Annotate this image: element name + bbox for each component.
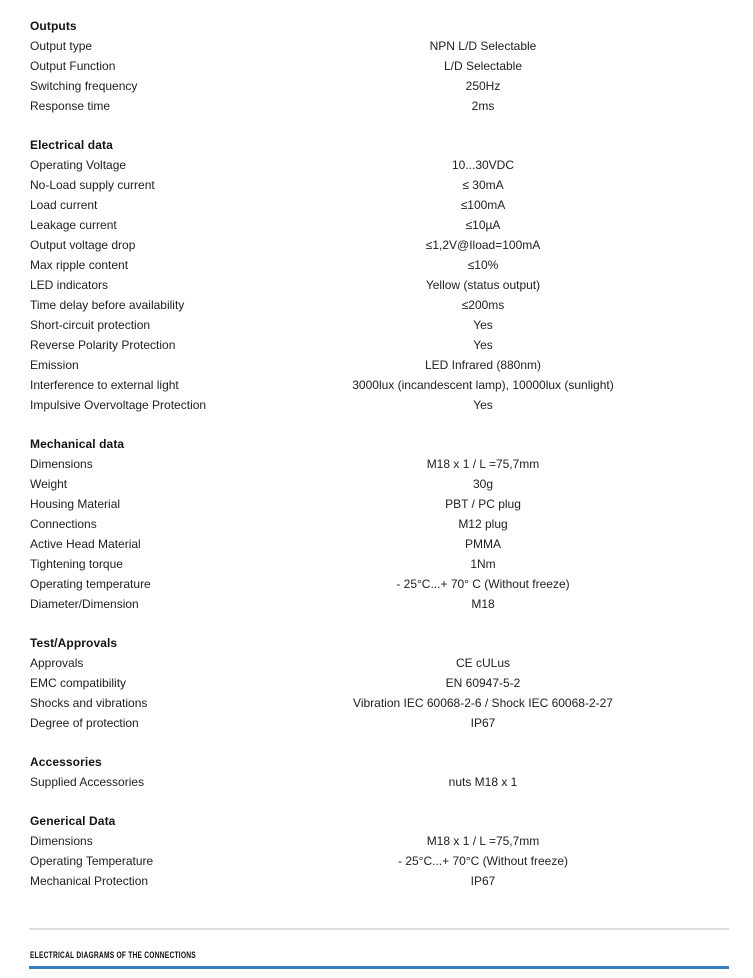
spec-section: [30, 16, 723, 116]
spec-value: 3000lux (incandescent lamp), 10000lux (sunlight): [352, 378, 614, 392]
spec-value: CE cULus: [455, 656, 511, 670]
spec-label: Housing Material: [30, 497, 121, 511]
spec-row: [30, 653, 723, 673]
spec-label: Response time: [30, 99, 111, 113]
spec-row: [30, 534, 723, 554]
spec-label: LED indicators: [30, 278, 109, 292]
spec-row: [30, 96, 723, 116]
spec-value: nuts M18 x 1: [448, 775, 518, 789]
spec-label: Operating Temperature: [30, 854, 154, 868]
spec-row: [30, 56, 723, 76]
spec-row: [30, 355, 723, 375]
spec-label: Impulsive Overvoltage Protection: [30, 398, 207, 412]
spec-label: Leakage current: [30, 218, 117, 232]
spec-value: 30g: [472, 477, 494, 491]
spec-value: 1Nm: [470, 557, 496, 571]
spec-value: 250Hz: [465, 79, 501, 93]
spec-row: [30, 255, 723, 275]
spec-value: M12 plug: [458, 517, 508, 531]
spec-row: [30, 375, 723, 395]
spec-section: [30, 434, 723, 614]
spec-value: M18 x 1 / L =75,7mm: [426, 834, 540, 848]
spec-label: Max ripple content: [30, 258, 129, 272]
spec-label: Operating temperature: [30, 577, 151, 591]
section-title: Test/Approvals: [30, 636, 118, 650]
spec-value: ≤100mA: [460, 198, 506, 212]
spec-section: [30, 811, 723, 891]
section-title: Outputs: [30, 19, 77, 33]
spec-label: Interference to external light: [30, 378, 179, 392]
spec-label: Weight: [30, 477, 68, 491]
spec-label: Switching frequency: [30, 79, 138, 93]
spec-row: [30, 175, 723, 195]
spec-row: [30, 474, 723, 494]
spec-value: 2ms: [471, 99, 495, 113]
spec-row: [30, 335, 723, 355]
spec-label: Mechanical Protection: [30, 874, 149, 888]
spec-section: [30, 135, 723, 415]
spec-value: ≤10µA: [465, 218, 501, 232]
spec-row: [30, 36, 723, 56]
spec-label: Supplied Accessories: [30, 775, 145, 789]
spec-row: [30, 295, 723, 315]
spec-value: ≤ 30mA: [462, 178, 504, 192]
spec-label: Approvals: [30, 656, 84, 670]
spec-sections: [30, 16, 723, 910]
spec-value: 10...30VDC: [451, 158, 515, 172]
spec-label: Active Head Material: [30, 537, 141, 551]
spec-row: [30, 871, 723, 891]
spec-row: [30, 554, 723, 574]
section-rows: [30, 155, 723, 415]
spec-value: ≤200ms: [461, 298, 505, 312]
spec-label: Output type: [30, 39, 93, 53]
spec-label: Reverse Polarity Protection: [30, 338, 176, 352]
spec-row: [30, 831, 723, 851]
section-divider: [29, 928, 729, 930]
spec-value: M18 x 1 / L =75,7mm: [426, 457, 540, 471]
spec-label: Load current: [30, 198, 98, 212]
section-rows: [30, 653, 723, 733]
spec-row: [30, 772, 723, 792]
spec-value: Yellow (status output): [425, 278, 541, 292]
spec-row: [30, 673, 723, 693]
spec-label: Short-circuit protection: [30, 318, 151, 332]
section-rows: [30, 831, 723, 891]
spec-value: - 25°C...+ 70°C (Without freeze): [398, 854, 568, 868]
spec-section: [30, 633, 723, 733]
spec-section: [30, 752, 723, 792]
spec-label: Dimensions: [30, 457, 93, 471]
spec-row: [30, 574, 723, 594]
section-rows: [30, 454, 723, 614]
spec-value: Yes: [473, 318, 493, 332]
spec-label: Time delay before availability: [30, 298, 185, 312]
spec-value: EN 60947-5-2: [445, 676, 521, 690]
spec-row: [30, 454, 723, 474]
spec-row: [30, 693, 723, 713]
spec-row: [30, 215, 723, 235]
section-rows: [30, 36, 723, 116]
spec-label: EMC compatibility: [30, 676, 127, 690]
section-title: Electrical data: [30, 138, 113, 152]
spec-row: [30, 76, 723, 96]
spec-row: [30, 851, 723, 871]
spec-row: [30, 315, 723, 335]
spec-value: LED Infrared (880nm): [424, 358, 542, 372]
spec-value: NPN L/D Selectable: [429, 39, 537, 53]
spec-label: Emission: [30, 358, 79, 372]
spec-row: [30, 235, 723, 255]
spec-row: [30, 275, 723, 295]
spec-row: [30, 594, 723, 614]
spec-label: Dimensions: [30, 834, 93, 848]
section-title: Accessories: [30, 755, 102, 769]
spec-label: Output Function: [30, 59, 116, 73]
spec-value: L/D Selectable: [443, 59, 523, 73]
spec-row: [30, 155, 723, 175]
spec-value: Yes: [473, 338, 493, 352]
spec-label: Operating Voltage: [30, 158, 127, 172]
spec-value: M18: [471, 597, 495, 611]
spec-row: [30, 195, 723, 215]
spec-label: Output voltage drop: [30, 238, 136, 252]
spec-label: Tightening torque: [30, 557, 123, 571]
spec-value: Vibration IEC 60068-2-6 / Shock IEC 60068-2-27: [353, 696, 613, 710]
spec-label: No-Load supply current: [30, 178, 155, 192]
spec-label: Shocks and vibrations: [30, 696, 148, 710]
spec-value: IP67: [470, 874, 496, 888]
spec-row: [30, 494, 723, 514]
diagrams-section-heading: ELECTRICAL DIAGRAMS OF THE CONNECTIONS: [30, 950, 196, 960]
spec-value: Yes: [473, 398, 493, 412]
spec-value: PMMA: [465, 537, 501, 551]
spec-row: [30, 713, 723, 733]
spec-value: IP67: [470, 716, 496, 730]
spec-value: PBT / PC plug: [445, 497, 521, 511]
spec-label: Connections: [30, 517, 97, 531]
section-rows: [30, 772, 723, 792]
spec-label: Diameter/Dimension: [30, 597, 139, 611]
section-title: Generical Data: [30, 814, 116, 828]
accent-underline: [29, 966, 729, 969]
spec-value: ≤10%: [467, 258, 499, 272]
spec-value: ≤1,2V@Iload=100mA: [425, 238, 541, 252]
spec-row: [30, 514, 723, 534]
spec-label: Degree of protection: [30, 716, 139, 730]
spec-value: - 25°C...+ 70° C (Without freeze): [396, 577, 570, 591]
spec-row: [30, 395, 723, 415]
section-title: Mechanical data: [30, 437, 125, 451]
